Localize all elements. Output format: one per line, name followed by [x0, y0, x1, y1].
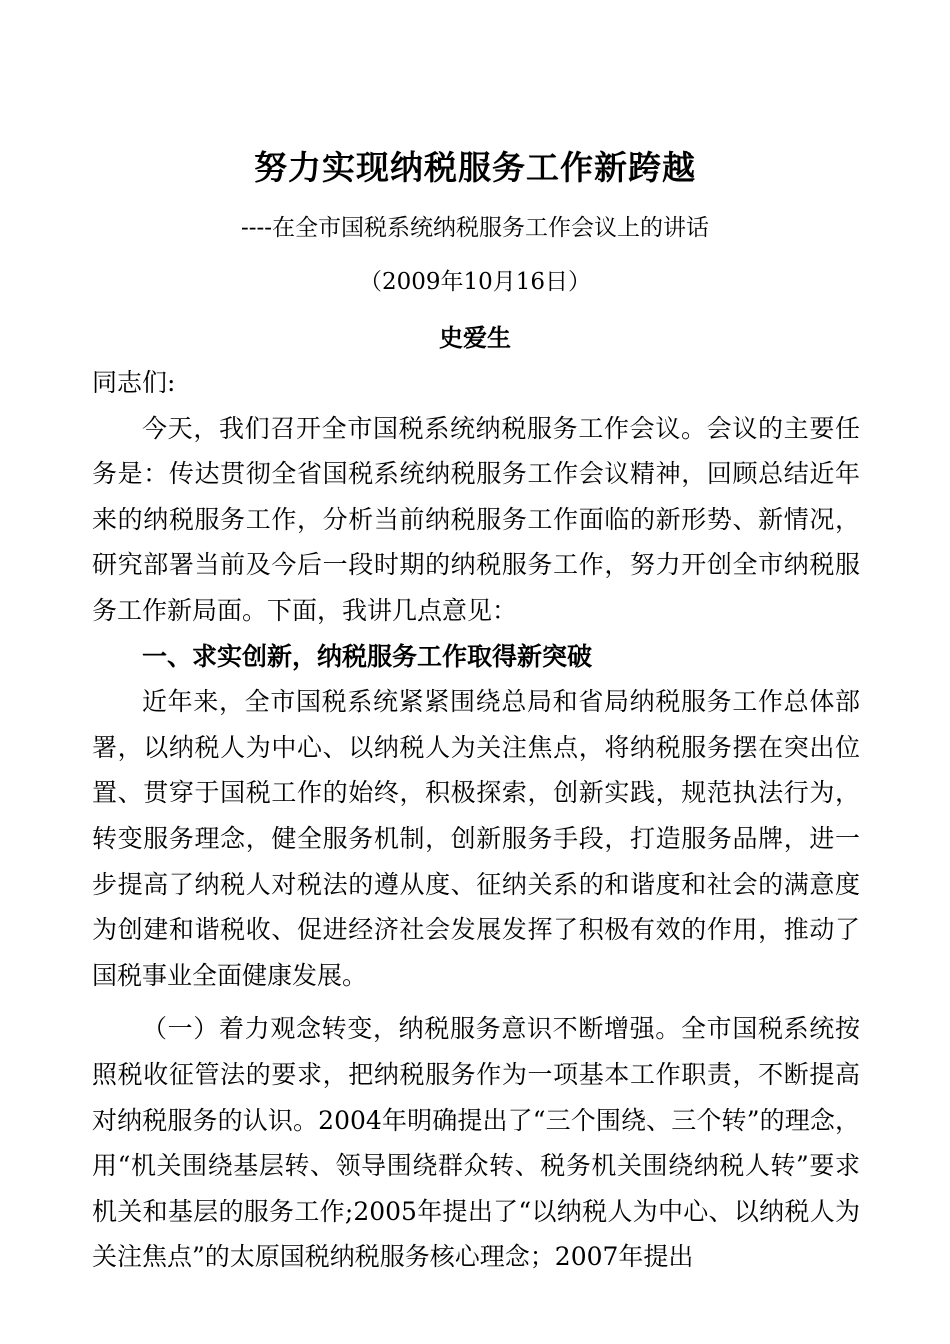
subsection1-text: 全市国税系统按照税收征管法的要求，把纳税服务作为一项基本工作职责，不断提高对纳税服务的认识。2004年明确提出了“三个围绕、三个转”的理念，用“机关围绕基层转、领导围绕群众转、税务机关围绕纳税人转”要求机关和基层的服务工作;2005年提出了“以纳税人为中心、以纳税人为关注焦点”的太原国税纳税服务核心理念；2007年提出: [92, 1014, 860, 1272]
document-subtitle: ----在全市国税系统纳税服务工作会议上的讲话: [240, 215, 710, 241]
speech-date: （2009年10月16日）: [358, 269, 592, 295]
greeting: 同志们:: [92, 368, 176, 397]
document-title: 努力实现纳税服务工作新跨越: [254, 148, 696, 187]
intro-paragraph: 今天，我们召开全市国税系统纳税服务工作会议。会议的主要任务是：传达贯彻全省国税系统纳税服务工作会议精神，回顾总结近年来的纳税服务工作，分析当前纳税服务工作面临的新形势、新情况，研究部署当前及今后一段时期的纳税服务工作，努力开创全市纳税服务工作新局面。下面，我讲几点意见：: [92, 413, 860, 625]
author-name: 史爱生: [439, 323, 511, 352]
document-body: [92, 360, 860, 1280]
subsection1-paragraph: [92, 1006, 860, 1280]
section1-paragraph: 近年来，全市国税系统紧紧围绕总局和省局纳税服务工作总体部署，以纳税人为中心、以纳税人为关注焦点，将纳税服务摆在突出位置、贯穿于国税工作的始终，积极探索，创新实践，规范执法行为，转变服务理念，健全服务机制，创新服务手段，打造服务品牌，进一步提高了纳税人对税法的遵从度、征纳关系的和谐度和社会的满意度为创建和谐税收、促进经济社会发展发挥了积极有效的作用，推动了国税事业全面健康发展。: [92, 687, 860, 990]
section-heading-1: 一、求实创新，纳税服务工作取得新突破: [142, 641, 593, 671]
subsection1-heading: （一）着力观念转变，纳税服务意识不断增强。: [142, 1014, 681, 1044]
